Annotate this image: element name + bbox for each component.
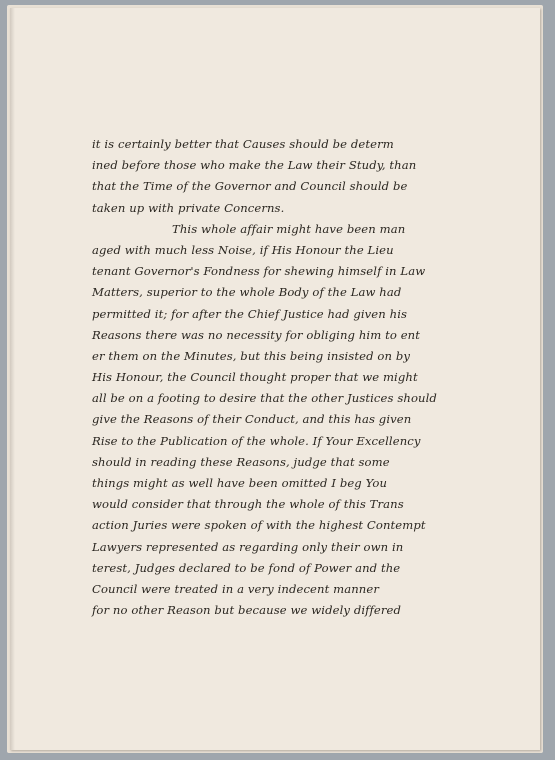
handwritten-text-block bbox=[92, 134, 480, 621]
manuscript-line: things might as well have been omitted I beg You bbox=[92, 476, 388, 490]
manuscript-line: for no other Reason but because we widely differed bbox=[92, 603, 402, 618]
manuscript-line: all be on a footing to desire that the other Justices should bbox=[92, 391, 437, 406]
manuscript-line: terest, Judges declared to be fond of Power and the bbox=[92, 560, 401, 575]
manuscript-line: would consider that through the whole of this Trans bbox=[92, 497, 404, 512]
manuscript-line: it is certainly better that Causes should be determ bbox=[92, 137, 394, 151]
manuscript-line: This whole affair might have been man bbox=[172, 221, 406, 236]
manuscript-line: Council were treated in a very indecent manner bbox=[92, 581, 379, 596]
manuscript-line: aged with much less Noise, if His Honour the Lieu bbox=[92, 242, 394, 257]
manuscript-line: Reasons there was no necessity for obliging him to ent bbox=[92, 327, 420, 342]
manuscript-line: His Honour, the Council thought proper that we might bbox=[92, 370, 418, 385]
manuscript-line: permitted it; for after the Chief Justice had given his bbox=[92, 306, 408, 321]
manuscript-line: ined before those who make the Law their Study, than bbox=[92, 158, 417, 173]
manuscript-line: er them on the Minutes, but this being insisted on by bbox=[92, 348, 410, 363]
manuscript-line: should in reading these Reasons, judge that some bbox=[92, 454, 390, 469]
page-gutter-shadow bbox=[10, 8, 15, 750]
manuscript-line: Rise to the Publication of the whole. If Your Excellency bbox=[92, 433, 421, 448]
manuscript-line: give the Reasons of their Conduct, and this has given bbox=[92, 412, 412, 427]
manuscript-line: action Juries were spoken of with the highest Contempt bbox=[92, 518, 426, 533]
manuscript-line: that the Time of the Governor and Council should be bbox=[92, 179, 408, 194]
manuscript-line: taken up with private Concerns. bbox=[92, 200, 285, 215]
manuscript-line: tenant Governor's Fondness for shewing himself in Law bbox=[92, 264, 426, 279]
manuscript-line: Matters, superior to the whole Body of the Law had bbox=[92, 285, 402, 300]
manuscript-line: Lawyers represented as regarding only their own in bbox=[92, 539, 404, 554]
